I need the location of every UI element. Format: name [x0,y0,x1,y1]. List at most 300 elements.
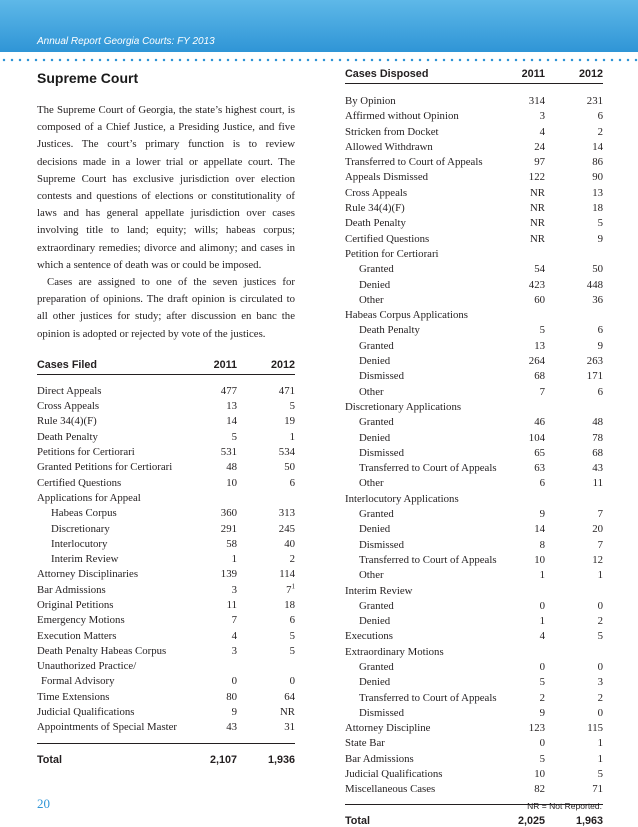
row-label: Affirmed without Opinion [345,110,459,123]
table-row [345,400,603,415]
row-value-2012 [545,599,603,614]
table-row [37,430,295,445]
table-row [345,492,603,507]
row-value-2012 [545,232,603,247]
table-total [37,743,295,766]
row-label: Cross Appeals [345,186,408,199]
row-value-2011: 264 [528,355,545,368]
row-value-2012 [237,537,295,552]
table-row [345,186,603,201]
row-label: Discretionary Applications [345,400,462,413]
table-row [37,583,295,598]
footnote: NR = Not Reported. [527,801,602,811]
row-label: Death Penalty [359,324,420,337]
row-label: Interlocutory Applications [345,492,459,505]
row-value-2012 [545,339,603,354]
table-row [345,354,603,369]
row-value-2011: NR [530,186,545,199]
row-label: Rule 34(4)(F) [37,415,97,428]
table-body [345,94,603,798]
row-label: Granted [359,508,394,521]
row-label: Dismissed [359,446,404,459]
table-row [37,644,295,659]
row-label: Rule 34(4)(F) [345,202,405,215]
row-value-2012-text: 18 [284,599,295,611]
row-value-2011: 314 [528,95,545,107]
cases-filed-table [37,359,295,766]
header-band [0,0,638,52]
table-row [37,506,295,521]
row-label: Dismissed [359,706,404,719]
table-row [345,94,603,109]
row-value-2012 [545,354,603,369]
row-value-2011: 68 [534,370,545,383]
table-row [345,385,603,400]
row-value-2012 [545,767,603,782]
row-value-2012-text: 5 [597,768,603,781]
row-value-2011: 13 [534,339,545,352]
row-value-2011: 4 [231,629,237,642]
row-value-2011: 5 [539,752,545,765]
row-value-2012 [545,522,603,537]
row-value-2012-text: 171 [586,370,603,383]
row-value-2012 [545,278,603,293]
row-value-2012-text: 31 [284,721,295,734]
row-value-2012-text: 231 [586,95,603,107]
row-value-2012 [237,613,295,628]
row-label: Appointments of Special Master [37,721,178,734]
total-2012: 1,936 [267,753,295,766]
row-value-2012-text: 78 [592,431,603,444]
row-label: Appeals Dismissed [345,171,429,184]
row-value-2011: 24 [534,140,545,153]
row-value-2011: 123 [528,722,545,735]
table-row [37,659,295,674]
row-label: Execution Matters [37,629,117,642]
section-title: Supreme Court [37,70,139,86]
row-value-2012-text: 0 [597,706,603,719]
row-value-2011 [499,492,545,507]
row-label: Direct Appeals [37,384,102,397]
table-row [345,599,603,614]
row-value-2012 [237,705,295,720]
row-value-2012 [545,691,603,706]
header-year-2012: 2012 [270,358,295,371]
row-value-2012-text: 471 [278,384,295,397]
row-value-2012-text: 0 [289,675,295,688]
table-row [345,216,603,231]
row-value-2012 [545,584,603,599]
table-row [37,384,295,399]
row-value-2012 [237,506,295,521]
row-value-2012 [545,308,603,323]
row-value-2011: 5 [539,676,545,689]
table-row [37,522,295,537]
row-value-2011: 6 [539,477,545,490]
row-label: Original Petitions [37,599,114,611]
row-value-2012-text: 263 [586,355,603,368]
table-row [345,201,603,216]
row-label: Stricken from Docket [345,125,439,138]
row-value-2012-text: 1 [597,752,603,765]
row-value-2012 [237,384,295,399]
row-value-2012-text: 19 [284,415,295,428]
row-value-2011: 43 [226,721,237,734]
row-label: Petition for Certiorari [345,247,439,260]
right-column [345,68,603,827]
row-label: Granted [359,660,394,673]
row-value-2012 [545,675,603,690]
row-value-2012-text: 114 [279,568,295,581]
row-value-2012-text: 43 [592,462,603,475]
row-value-2011: 8 [539,538,545,551]
row-label: Granted Petitions for Certiorari [37,461,173,474]
row-value-2012-text: 2 [597,615,603,628]
row-value-2012-text: 86 [592,156,603,169]
row-value-2012 [545,629,603,644]
table-row [37,690,295,705]
table-row [37,629,295,644]
row-value-2012 [545,736,603,751]
row-label: Denied [359,431,391,444]
row-label: Interlocutory [51,537,108,550]
left-column [37,70,295,766]
table-row [345,339,603,354]
row-label: Allowed Withdrawn [345,140,433,153]
row-value-2011: 9 [539,508,545,521]
row-value-2011: 0 [539,599,545,612]
total-2011: 2,025 [517,814,545,827]
row-value-2011: 9 [539,706,545,719]
row-label: Denied [359,523,391,536]
row-value-2012 [545,492,603,507]
row-value-2011: 3 [231,583,237,596]
row-value-2012 [237,522,295,537]
row-value-2012 [237,430,295,445]
row-label: Judicial Qualifications [345,768,443,781]
table-row [37,476,295,491]
row-label: By Opinion [345,95,396,107]
row-value-2012 [545,782,603,797]
row-value-2012-text: 534 [278,446,295,459]
row-value-2012-text: 6 [289,476,295,489]
row-value-2012-text: 448 [586,278,603,291]
row-label: State Bar [345,737,385,750]
row-label: Transferred to Court of Appeals [359,462,497,475]
row-value-2011: 60 [534,293,545,306]
row-value-2012-text: 6 [597,324,603,337]
row-value-2011: 82 [534,783,545,796]
table-row [345,706,603,721]
table-row [345,170,603,185]
row-value-2012-text: 6 [289,614,295,627]
dotted-divider [0,57,638,63]
row-value-2012-text: 7 [597,538,603,551]
row-label: Denied [359,615,391,628]
row-value-2011: 48 [226,461,237,474]
row-label: Granted [359,416,394,429]
row-value-2012 [545,446,603,461]
row-value-2012-text: 5 [289,644,295,657]
row-value-2012-text: 5 [289,400,295,413]
row-value-2012 [545,201,603,216]
table-row [345,125,603,140]
row-value-2012 [545,94,603,109]
table-row [37,598,295,613]
row-value-2011 [191,659,237,674]
row-label: Other [359,569,384,582]
row-value-2011 [499,645,545,660]
row-value-2011: NR [530,217,545,230]
row-value-2011: 14 [226,415,237,428]
row-value-2012 [237,399,295,414]
row-label: Interim Review [51,553,119,566]
row-value-2012-text: 2 [289,553,295,566]
table-row [345,645,603,660]
row-label: Death Penalty Habeas Corpus [37,644,167,657]
row-value-2012-text: 50 [284,461,295,474]
row-value-2012-text: 7 [286,583,292,596]
row-value-2011 [499,584,545,599]
row-value-2012-text: 36 [592,293,603,306]
table-row [37,399,295,414]
row-value-2011: 122 [528,171,545,184]
row-label: Certified Questions [37,476,122,489]
table-row [37,491,295,506]
row-value-2011: 9 [231,706,237,719]
row-value-2011: 0 [539,660,545,673]
row-value-2012 [545,431,603,446]
table-row [37,552,295,567]
table-row [345,293,603,308]
row-value-2012 [545,461,603,476]
row-value-2012-text: 7 [597,508,603,521]
footnote-marker: 1 [291,582,295,591]
row-value-2011 [499,308,545,323]
table-row [345,446,603,461]
row-value-2012 [545,507,603,522]
row-value-2011: 531 [220,446,237,459]
row-value-2011: NR [530,202,545,215]
row-value-2011: 5 [231,430,237,443]
row-value-2011: 58 [226,537,237,550]
row-value-2011: 3 [539,110,545,123]
row-value-2012-text: 12 [592,553,603,566]
row-value-2012-text: 64 [284,690,295,703]
table-row [345,660,603,675]
row-value-2011: 10 [534,553,545,566]
intro-paragraph-1: The Supreme Court of Georgia, the state’s highest court, is composed of a Chief Justice, a Presiding Justice, and five Justices. The court’s primary function is to review decisions made in a lower trial or appellate court. The Supreme Court has exclusive jurisdiction over election contests and questions of elections or constitutionality of laws and has general appellate jurisdiction over cases involving title to land; equity; wills; habeas corpus; extraordinary remedies; divorce and alimony; and cases in which a sentence of death was or could be imposed. [37,104,295,271]
row-value-2012 [545,262,603,277]
row-value-2012 [545,247,603,262]
table-row [345,247,603,262]
table-row [37,460,295,475]
row-value-2011: 104 [528,431,545,444]
total-2011: 2,107 [209,753,237,766]
row-label: Death Penalty [345,217,406,230]
row-label: Denied [359,278,391,291]
row-label: Granted [359,339,394,352]
row-label: Unauthorized Practice/ [37,660,137,673]
row-value-2012 [545,706,603,721]
row-value-2012 [545,155,603,170]
row-value-2011: 0 [539,737,545,750]
row-value-2012 [545,186,603,201]
row-value-2011 [191,491,237,506]
row-value-2011: 7 [231,614,237,627]
table-row [37,567,295,582]
row-value-2012-text: 1 [289,430,295,443]
row-value-2012-text: 3 [597,676,603,689]
table-row [37,674,295,689]
table-row [345,691,603,706]
row-value-2011: 1 [539,569,545,582]
row-value-2012-text: 245 [278,522,295,535]
row-value-2011: 1 [539,615,545,628]
row-value-2012-text: 71 [592,783,603,796]
row-value-2011: 46 [534,416,545,429]
row-value-2011: 423 [528,278,545,291]
row-value-2012-text: 1 [597,569,603,582]
row-label: Transferred to Court of Appeals [359,553,497,566]
row-value-2011: 13 [226,400,237,413]
row-label: Denied [359,676,391,689]
row-value-2011: NR [530,232,545,245]
table-row [345,232,603,247]
total-label: Total [345,814,370,827]
table-row [345,323,603,338]
table-row [37,705,295,720]
table-row [345,584,603,599]
table-row [345,461,603,476]
row-value-2011 [499,400,545,415]
row-label: Emergency Motions [37,614,125,627]
row-value-2012-text: 90 [592,171,603,184]
page-number: 20 [37,796,50,811]
row-value-2012 [237,674,295,689]
table-row [37,720,295,735]
row-value-2012 [237,414,295,429]
row-value-2011: 4 [539,630,545,643]
row-value-2011: 1 [231,553,237,566]
row-value-2012-text: 5 [289,629,295,642]
row-value-2012-text: 5 [597,217,603,230]
table-row [345,140,603,155]
table-row [345,721,603,736]
row-label: Formal Advisory [41,675,115,688]
table-row [345,538,603,553]
row-label: Bar Admissions [345,752,414,765]
row-value-2011: 3 [231,644,237,657]
row-value-2012 [545,170,603,185]
row-value-2012 [545,721,603,736]
row-value-2012 [545,660,603,675]
row-value-2012-text: 48 [592,416,603,429]
row-label: Cross Appeals [37,400,100,413]
table-row [345,522,603,537]
row-value-2012 [545,369,603,384]
row-value-2012 [237,491,295,506]
row-value-2012 [237,583,295,598]
table-row [345,109,603,124]
row-label: Extraordinary Motions [345,645,444,658]
row-value-2012-text: 20 [592,523,603,536]
header-year-2012: 2012 [578,68,603,80]
row-value-2011 [499,247,545,262]
table-row [345,782,603,797]
table-row [37,414,295,429]
row-value-2012 [237,476,295,491]
row-value-2012-text: 14 [592,140,603,153]
table-row [345,629,603,644]
row-value-2012-text: 1 [597,737,603,750]
row-value-2012-text: 50 [592,263,603,276]
row-label: Habeas Corpus [51,507,117,520]
row-value-2012-text: 5 [597,630,603,643]
row-label: Time Extensions [37,690,110,703]
header-label: Cases Disposed [345,68,429,80]
row-label: Granted [359,599,394,612]
row-value-2012 [545,538,603,553]
table-row [345,431,603,446]
row-label: Applications for Appeal [37,491,141,504]
row-value-2012 [237,567,295,582]
row-value-2012-text: 13 [592,186,603,199]
row-label: Certified Questions [345,232,430,245]
row-value-2012-text: 6 [597,110,603,123]
table-row [345,675,603,690]
row-value-2012 [545,216,603,231]
row-label: Executions [345,630,393,643]
row-value-2012 [237,720,295,735]
table-row [345,568,603,583]
row-value-2011: 65 [534,446,545,459]
table-body [37,384,295,736]
table-row [345,553,603,568]
table-row [345,415,603,430]
row-value-2012-text: 2 [597,691,603,704]
row-label: Other [359,477,384,490]
total-2012: 1,963 [575,814,603,827]
row-value-2011: 14 [534,523,545,536]
row-value-2012 [237,690,295,705]
row-value-2011: 4 [539,125,545,138]
row-value-2012 [545,400,603,415]
row-value-2012 [545,476,603,491]
row-value-2011: 2 [539,691,545,704]
row-value-2011: 139 [220,568,237,581]
header-label: Cases Filed [37,358,98,371]
row-value-2011: 477 [220,384,237,397]
total-label: Total [37,753,62,766]
table-row [345,767,603,782]
row-value-2012 [545,752,603,767]
row-label: Attorney Disciplinaries [37,568,139,581]
table-row [345,278,603,293]
table-row [37,613,295,628]
row-label: Interim Review [345,584,413,597]
table-header [37,359,295,375]
row-value-2011: 11 [226,599,237,611]
row-value-2012 [237,644,295,659]
table-row [345,476,603,491]
row-value-2011: 5 [539,324,545,337]
row-value-2012 [237,552,295,567]
row-value-2012-text: 11 [592,477,603,490]
row-value-2012 [237,629,295,644]
row-value-2012 [545,125,603,140]
table-row [37,445,295,460]
